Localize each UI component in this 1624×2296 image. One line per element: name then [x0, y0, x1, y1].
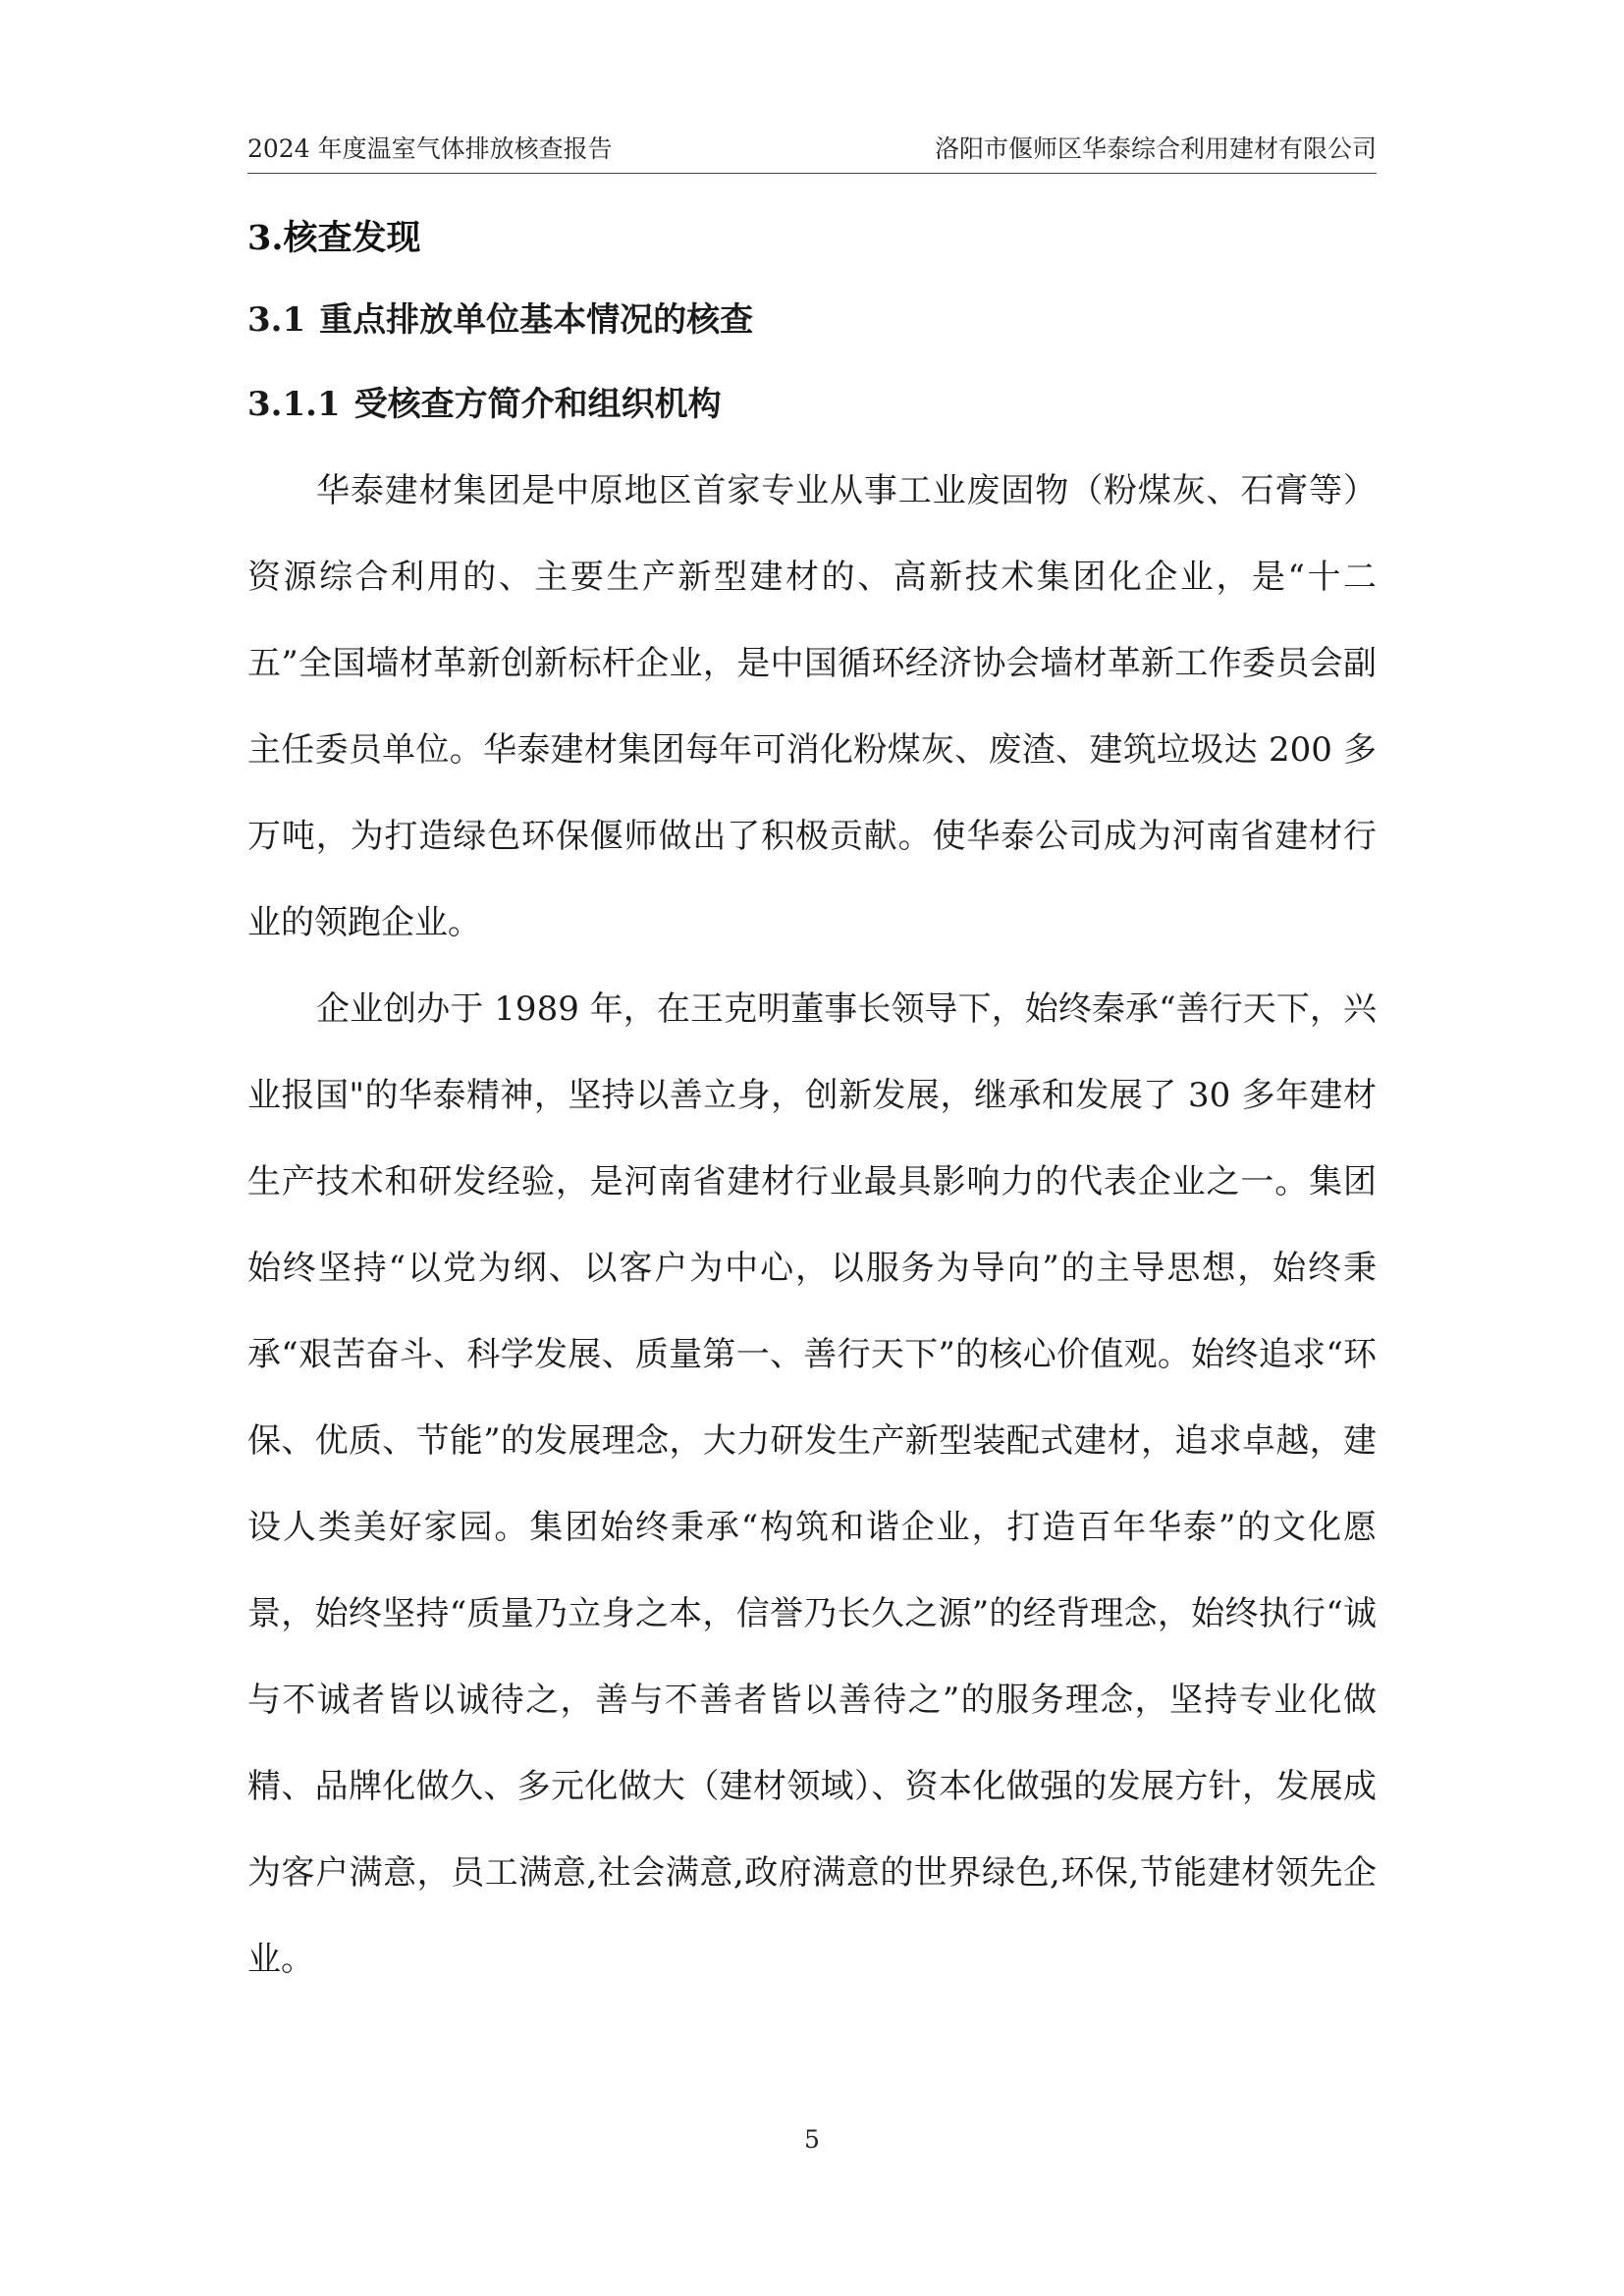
page-body: [247, 208, 1377, 2002]
subsection-heading: [247, 289, 1377, 351]
subsubsection-title: 受核查方简介和组织机构: [353, 385, 722, 424]
subsubsection-heading: [247, 373, 1377, 436]
paragraph-company-intro: 华泰建材集团是中原地区首家专业从事工业废固物（粉煤灰、石膏等）资源综合利用的、主要生产新型建材的、高新技术集团化企业，是“十二五”全国墙材革新创新标杆企业，是中国循环经济协会墙材革新工作委员会副主任委员单位。华泰建材集团每年可消化粉煤灰、废渣、建筑垃圾达 200 多万吨，为打造绿色环保偃师做出了积极贡献。使华泰公司成为河南省建材行业的领跑企业。: [247, 471, 1377, 942]
subsection-title: 重点排放单位基本情况的核查: [319, 300, 754, 340]
report-title: 2024 年度温室气体排放核查报告: [247, 134, 613, 163]
paragraph-company-history: 企业创办于 1989 年，在王克明董事长领导下，始终秦承“善行天下，兴业报国"的华泰精神，坚持以善立身，创新发展，继承和发展了 30 多年建材生产技术和研发经验，是河南省建材行业最具影响力的代表企业之一。集团始终坚持“以党为纲、以客户为中心，以服务为导向”的主导思想，始终秉承“艰苦奋斗、科学发展、质量第一、善行天下”的核心价值观。始终追求“环保、优质、节能”的发展理念，大力研发生产新型装配式建材，追求卓越，建设人类美好家园。集团始终秉承“构筑和谐企业，打造百年华泰”的文化愿景，始终坚持“质量乃立身之本，信誉乃长久之源”的经背理念，始终执行“诚与不诚者皆以诚待之，善与不善者皆以善待之”的服务理念，坚持专业化做精、品牌化做久、多元化做大（建材领域）、资本化做强的发展方针，发展成为客户满意，员工满意,社会满意,政府满意的世界绿色,环保,节能建材领先企业。: [247, 989, 1377, 1979]
company-name: 洛阳市偃师区华泰综合利用建材有限公司: [934, 134, 1377, 163]
page-header: [247, 130, 1377, 169]
subsection-number: 3.1: [247, 300, 306, 340]
header-divider: [247, 173, 1377, 174]
section-heading: 3.核查发现: [247, 218, 421, 258]
subsubsection-number: 3.1.1: [247, 385, 341, 424]
page-number: 5: [804, 2125, 820, 2154]
